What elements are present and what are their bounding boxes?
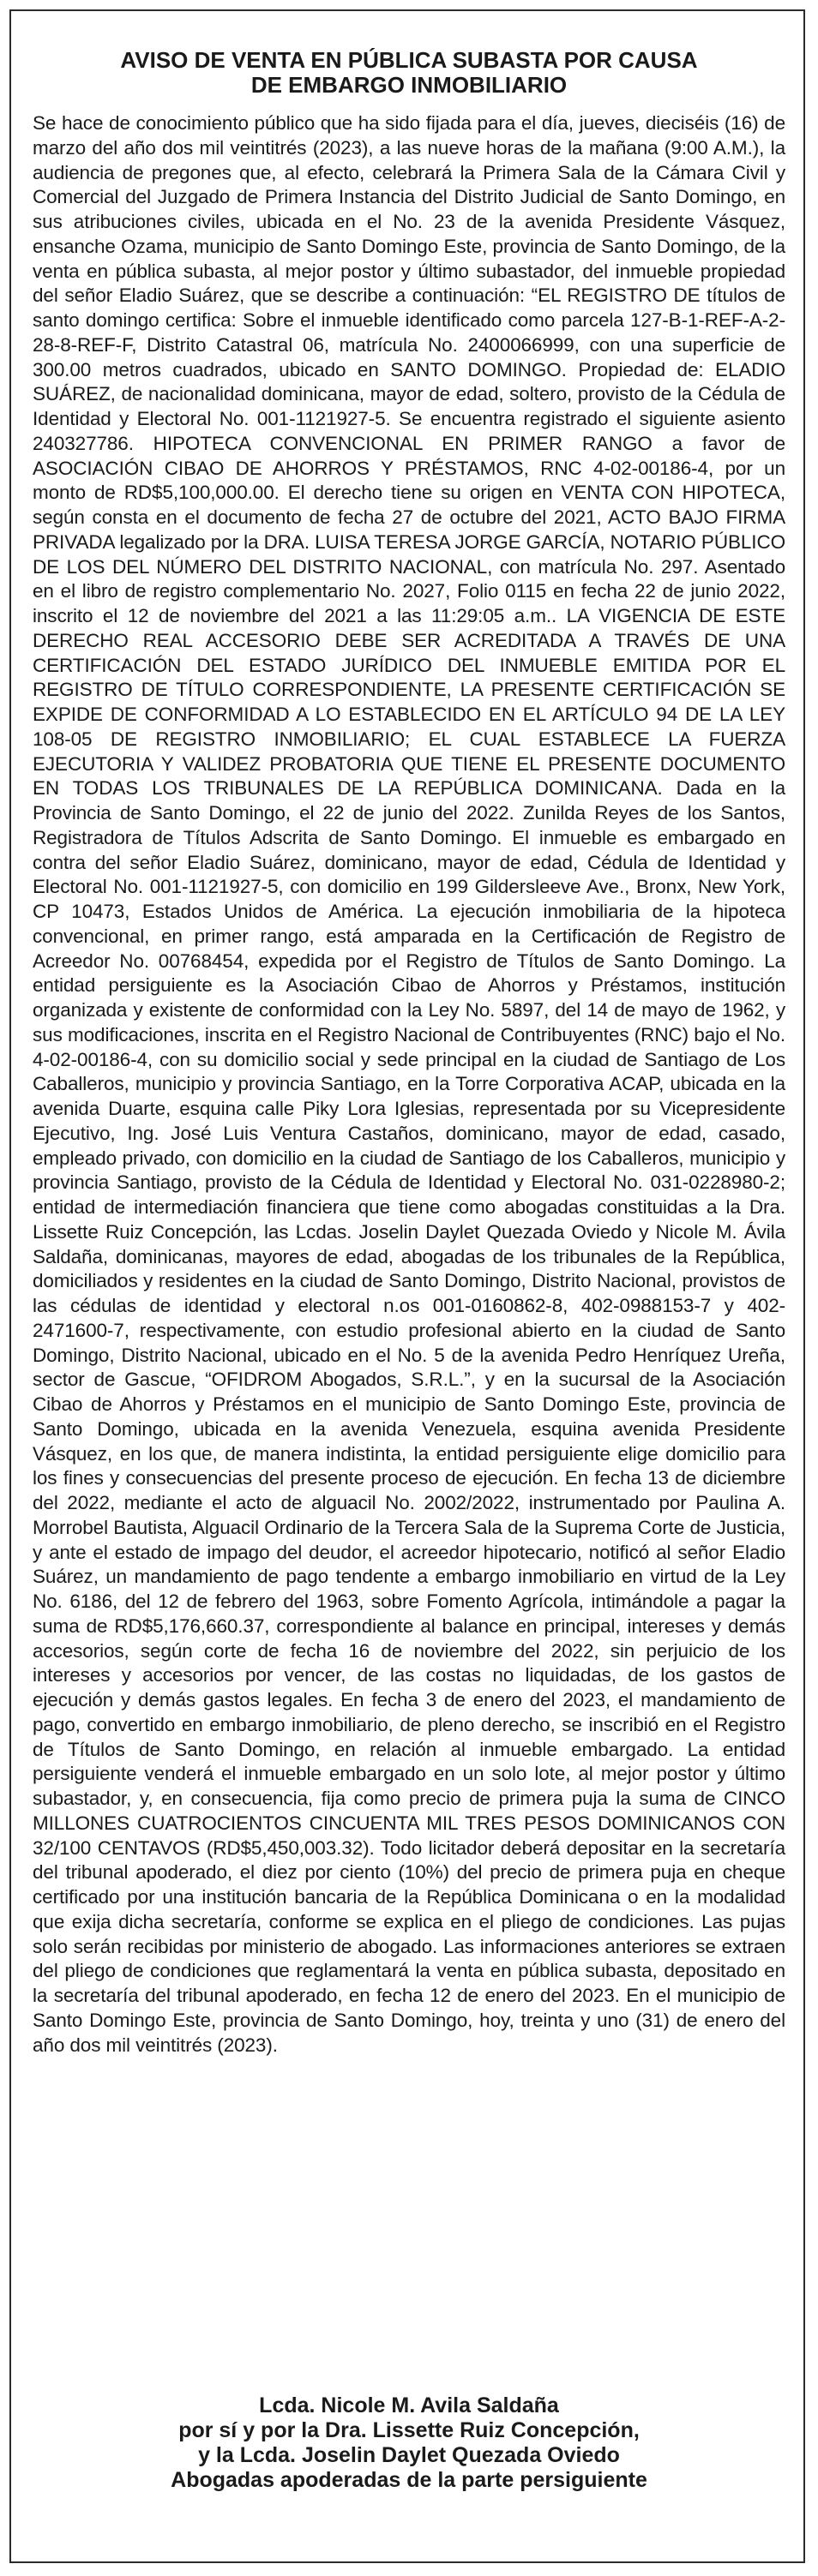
notice-body: Se hace de conocimiento público que ha sido fijada para el día, jueves, dieciséis (16) de marzo del año dos mil veintitrés (2023), a las nueve horas de la mañana (9:00 A.M.), la audiencia de pregones que, al efecto, celebrará la Primera Sala de la Cámara Civil y Comercial del Juzgado de Primera Instancia del Distrito Judicial de Santo Domingo, en sus atribuciones civiles, ubicada en el No. 23 de la avenida Presidente Vásquez, ensanche Ozama, municipio de Santo Domingo Este, provincia de Santo Domingo, de la venta en pública subasta, al mejor postor y último subastador, del inmueble propiedad del señor Eladio Suárez, que se describe a continuación: “EL REGISTRO DE títulos de santo domingo certifica: Sobre el inmueble identificado como parcela 127-B-1-REF-A-2-28-8-REF-F, Distrito Catastral 06, matrícula No. 2400066999, con una superficie de 300.00 metros cuadrados, ubicado en SANTO DOMINGO. Propiedad de: ELADIO SUÁREZ, de nacionalidad dominicana, mayor de edad, soltero, provisto de la Cédula de Identidad y Electoral No. 001-1121927-5. Se encuentra registrado el siguiente asiento 240327786. HIPOTECA CONVENCIONAL EN PRIMER RANGO a favor de ASOCIACIÓN CIBAO DE AHORROS Y PRÉSTAMOS, RNC 4-02-00186-4, por un monto de RD$5,100,000.00. El derecho tiene su origen en VENTA CON HIPOTECA, según consta en el documento de fecha 27 de octubre del 2021, ACTO BAJO FIRMA PRIVADA legalizado por la DRA. LUISA TERESA JORGE GARCÍA, NOTARIO PÚBLICO DE LOS DEL NÚMERO DEL DISTRITO NACIONAL, con matrícula No. 297. Asentado en el libro de registro complementario No. 2027, Folio 0115 en fecha 22 de junio 2022, inscrito el 12 de noviembre del 2021 a las 11:29:05 a.m.. LA VIGENCIA DE ESTE DERECHO REAL ACCESORIO DEBE SER ACREDITADA A TRAVÉS DE UNA CERTIFICACIÓN DEL ESTADO JURÍDICO DEL INMUEBLE EMITIDA POR EL REGISTRO DE TÍTULO CORRESPONDIENTE, LA PRESENTE CERTIFICACIÓN SE EXPIDE DE CONFORMIDAD A LO ESTABLECIDO EN EL ARTÍCULO 94 DE LA LEY 108-05 DE REGISTRO INMOBILIARIO; EL CUAL ESTABLECE LA FUERZA EJECUTORIA Y VALIDEZ PROBATORIA QUE TIENE EL PRESENTE DOCUMENTO EN TODAS LOS TRIBUNALES DE LA REPÚBLICA DOMINICANA. Dada en la Provincia de Santo Domingo, el 22 de junio del 2022. Zunilda Reyes de los Santos, Registradora de Títulos Adscrita de Santo Domingo. El inmueble es embargado en contra del señor Eladio Suárez, dominicano, mayor de edad, Cédula de Identidad y Electoral No. 001-1121927-5, con domicilio en 199 Gildersleeve Ave., Bronx, New York, CP 10473, Estados Unidos de América. La ejecución inmobiliaria de la hipoteca convencional, en primer rango, está amparada en la Certificación de Registro de Acreedor No. 00768454, expedida por el Registro de Títulos de Santo Domingo. La entidad persiguiente es la Asociación Cibao de Ahorros y Préstamos, institución organizada y existente de conformidad con la Ley No. 5897, del 14 de mayo de 1962, y sus modificaciones, inscrita en el Registro Nacional de Contribuyentes (RNC) bajo el No. 4-02-00186-4, con su domicilio social y sede principal en la ciudad de Santiago de Los Caballeros, municipio y provincia Santiago, en la Torre Corporativa ACAP, ubicada en la avenida Duarte, esquina calle Piky Lora Iglesias, representada por su Vicepresidente Ejecutivo, Ing. José Luis Ventura Castaños, dominicano, mayor de edad, casado, empleado privado, con domicilio en la ciudad de Santiago de los Caballeros, municipio y provincia Santiago, provisto de la Cédula de Identidad y Electoral No. 031-0228980-2; entidad de intermediación financiera que tiene como abogadas constituidas a la Dra. Lissette Ruiz Concepción, las Lcdas. Joselin Daylet Quezada Oviedo y Nicole M. Ávila Saldaña, dominicanas, mayores de edad, abogadas de los tribunales de la República, domiciliados y residentes en la ciudad de Santo Domingo, Distrito Nacional, provistos de las cédulas de identidad y electoral n.os 001-0160862-8, 402-0988153-7 y 402-2471600-7, respectivamente, con estudio profesional abierto en la ciudad de Santo Domingo, Distrito Nacional, ubicado en el No. 5 de la avenida Pedro Henríquez Ureña, sector de Gascue, “OFIDROM Abogados, S.R.L.”, y en la sucursal de la Asociación Cibao de Ahorros y Préstamos en el municipio de Santo Domingo Este, provincia de Santo Domingo, ubicada en la avenida Venezuela, esquina avenida Presidente Vásquez, en los que, de manera indistinta, la entidad persiguiente elige domicilio para los fines y consecuencias del presente proceso de ejecución. En fecha 13 de diciembre del 2022, mediante el acto de alguacil No. 2002/2022, instrumentado por Paulina A. Morrobel Bautista, Alguacil Ordinario de la Tercera Sala de la Suprema Corte de Justicia, y ante el estado de impago del deudor, el acreedor hipotecario, notificó al señor Eladio Suárez, un mandamiento de pago tendente a embargo inmobiliario en virtud de la Ley No. 6186, del 12 de febrero del 1963, sobre Fomento Agrícola, intimándole a pagar la suma de RD$5,176,660.37, correspondiente al balance en principal, intereses y demás accesorios, según corte de fecha 16 de noviembre del 2022, sin perjuicio de los intereses y accesorios por vencer, de las costas no liquidadas, de los gastos de ejecución y demás gastos legales. En fecha 3 de enero del 2023, el mandamiento de pago, convertido en embargo inmobiliario, de pleno derecho, se inscribió en el Registro de Títulos de Santo Domingo, en relación al inmueble embargado. La entidad persiguiente venderá el inmueble embargado en un solo lote, al mejor postor y último subastador, y, en consecuencia, fija como precio de primera puja la suma de CINCO MILLONES CUATROCIENTOS CINCUENTA MIL TRES PESOS DOMINICANOS CON 32/100 CENTAVOS (RD$5,450,003.32). Todo licitador deberá depositar en la secretaría del tribunal apoderado, el diez por ciento (10%) del precio de primera puja en cheque certificado por una institución bancaria de la República Dominicana o en la modalidad que exija dicha secretaría, conforme se explica en el pliego de condiciones. Las pujas solo serán recibidas por ministerio de abogado. Las informaciones anteriores se extraen del pliego de condiciones que reglamentará la venta en pública subasta, depositado en la secretaría del tribunal apoderado, en fecha 12 de enero del 2023. En el municipio de Santo Domingo Este, provincia de Santo Domingo, hoy, treinta y uno (31) de enero del año dos mil veintitrés (2023). [33, 112, 785, 2056]
signature-line-2: por sí y por la Dra. Lissette Ruiz Concepción, [178, 2418, 640, 2442]
signature-line-3: y la Lcda. Joselin Daylet Quezada Oviedo [198, 2443, 620, 2467]
title-line-2: DE EMBARGO INMOBILIARIO [250, 72, 568, 98]
signature-block [34, 2393, 784, 2493]
signature-role: Abogadas apoderadas de la parte persiguiente [171, 2468, 647, 2492]
signature-name: Lcda. Nicole M. Avila Saldaña [259, 2393, 559, 2417]
title-line-1: AVISO DE VENTA EN PÚBLICA SUBASTA POR CAUSA [120, 47, 698, 73]
notice-title [34, 48, 784, 98]
